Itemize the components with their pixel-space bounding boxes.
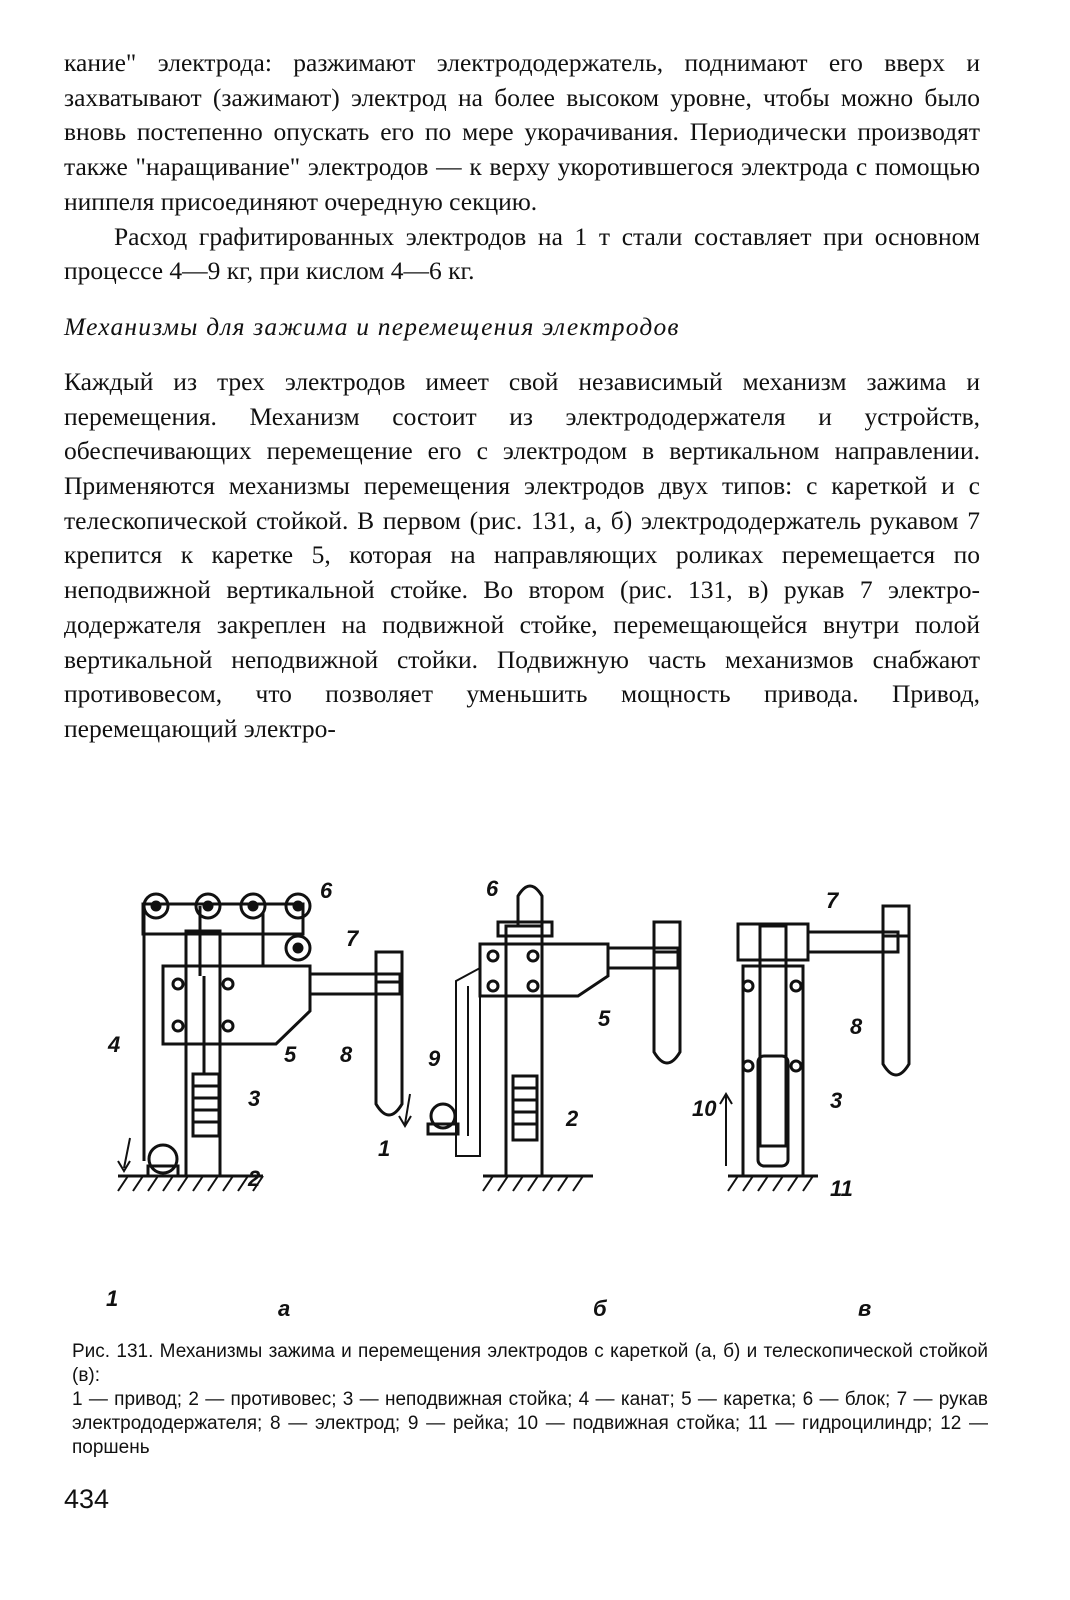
panel-a-letter: а — [278, 1296, 291, 1321]
paragraph-continuation: кание" электрода: разжимают электрододержатель, поднимают его вверх и захватывают (зажимают) электрод на более высоком уровне, чтобы можно было вновь постепенно опускать его по мере укорачивания. Периодически производят также "наращивание" электродов — к верху укоротившегося электрода с помощью ниппеля присоединяют очередную секцию. — [64, 48, 980, 216]
label-3-c: 3 — [830, 1088, 843, 1113]
figure-caption — [72, 1340, 988, 1460]
label-6-a: 6 — [320, 878, 333, 903]
label-7-c: 7 — [826, 888, 839, 913]
paragraph-mechanisms: Каждый из трех электродов имеет свой независимый механизм зажима и перемещения. Механизм состоит из электрододержателя и устройств, обеспечивающих перемещение его с электродом в вертикальном направлении. Применяются механизмы перемещения электродов двух типов: с кареткой и с телескопической стойкой. В первом (рис. 131, а, б) электрододержатель рукавом 7 крепится к каретке 5, которая на направляющих роликах перемещается по неподвижной вертикальной стойке. Во втором (рис. 131, в) рукав 7 электрододержателя закреплен на подвижной стойке, перемещающейся внутри полой вертикальной неподвижной стойки. Подвижную часть механизмов снабжают противовесом, что позволяет уменьшить мощность привода. Привод, перемещающий электро- — [64, 366, 980, 743]
mechanism-diagram — [88, 876, 998, 1336]
label-2-a: 2 — [248, 1166, 261, 1191]
paragraph-electrode-consumption: Расход графитированных электродов на 1 т стали составляет при основном процессе 4—9 кг, при кислом 4—6 кг. — [64, 221, 980, 286]
label-8-a: 8 — [340, 1042, 353, 1067]
label-11: 11 — [830, 1176, 853, 1201]
label-6-b: 6 — [486, 876, 499, 901]
label-10: 10 — [692, 1096, 717, 1121]
label-2-b: 2 — [566, 1106, 579, 1131]
panel-b-letter: б — [593, 1296, 607, 1321]
label-8-c: 8 — [850, 1014, 863, 1039]
page-number: 434 — [64, 1484, 110, 1514]
figure-131 — [88, 876, 998, 1336]
label-1-a: 1 — [106, 1286, 119, 1311]
caption-legend: 1 — привод; 2 — противовес; 3 — неподвижная стойка; 4 — канат; 5 — каретка; 6 — блок; 7 — рукав электрододержателя; 8 — электрод; 9 — рейка; 10 — подвижная стойка; 11 — гидроцилиндр; 12 — поршень — [72, 1389, 988, 1458]
label-3-a: 3 — [248, 1086, 261, 1111]
label-5-b: 5 — [598, 1006, 611, 1031]
label-5-a: 5 — [284, 1042, 297, 1067]
label-1-b: 1 — [378, 1136, 391, 1161]
section-heading: Механизмы для зажима и перемещения электродов — [64, 311, 680, 341]
label-7-a: 7 — [346, 926, 359, 951]
panel-c-letter: в — [858, 1296, 872, 1321]
page-body — [64, 46, 980, 747]
label-4: 4 — [108, 1032, 121, 1057]
label-9: 9 — [428, 1046, 441, 1071]
caption-title: Рис. 131. Механизмы зажима и перемещения электродов с кареткой (а, б) и телескопической стойкой (в): — [72, 1341, 988, 1386]
